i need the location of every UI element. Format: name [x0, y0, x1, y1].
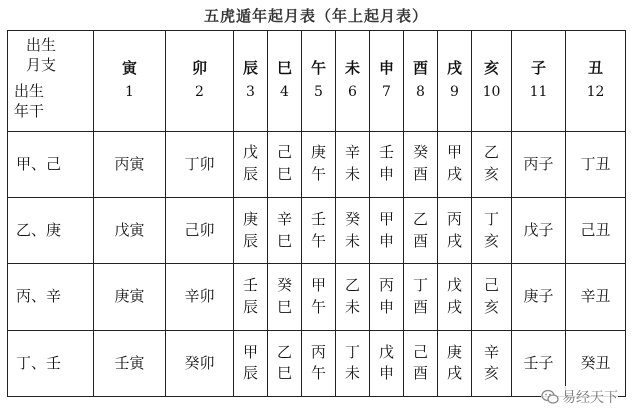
month-branch: 辰: [242, 59, 258, 78]
month-pillar-cell: 乙亥: [472, 131, 512, 197]
month-pillar-cell: 丙子: [512, 131, 566, 197]
month-pillar-cell: 丙申: [370, 264, 404, 330]
month-pillar-cell: 壬申: [370, 131, 404, 197]
month-pillar-cell: 辛亥: [472, 330, 512, 396]
month-branch: 戌: [446, 59, 462, 78]
month-header-3: [234, 31, 268, 132]
month-branch: 申: [378, 59, 394, 78]
month-pillar-cell: 壬子: [512, 330, 566, 396]
month-branch: 寅: [121, 59, 137, 78]
month-pillar-cell: 乙巳: [268, 330, 302, 396]
month-header-1: [94, 31, 166, 132]
month-pillar-cell: 丙寅: [94, 131, 166, 197]
corner-bottom-line: 出生: [14, 82, 45, 100]
month-pillar-cell: 庚午: [302, 131, 336, 197]
month-pillar-cell: 戊申: [370, 330, 404, 396]
month-branch: 亥: [483, 59, 499, 78]
month-pillar-cell: 己巳: [268, 131, 302, 197]
month-pillar-cell: 丁丑: [566, 131, 626, 197]
month-pillar-cell: 辛巳: [268, 197, 302, 263]
month-header-2: [166, 31, 234, 132]
month-pillar-table: [7, 30, 626, 397]
month-pillar-cell: 丁亥: [472, 197, 512, 263]
month-pillar-cell: 己丑: [566, 197, 626, 263]
month-pillar-cell: 癸酉: [404, 131, 438, 197]
month-header-7: [370, 31, 404, 132]
month-number: 1: [125, 84, 134, 101]
month-pillar-cell: 庚辰: [234, 197, 268, 263]
month-pillar-cell: 己酉: [404, 330, 438, 396]
corner-month-branch-label: [26, 35, 56, 76]
month-pillar-cell: 癸丑: [566, 330, 626, 396]
month-pillar-cell: 辛卯: [166, 264, 234, 330]
month-pillar-cell: 癸未: [336, 197, 370, 263]
month-number: 4: [280, 84, 289, 101]
month-pillar-cell: 戊辰: [234, 131, 268, 197]
month-header-10: [472, 31, 512, 132]
month-branch: 巳: [276, 59, 292, 78]
month-pillar-cell: 甲戌: [438, 131, 472, 197]
row-year-stems: 乙、庚: [8, 197, 94, 263]
month-pillar-cell: 乙酉: [404, 197, 438, 263]
month-pillar-cell: 丁酉: [404, 264, 438, 330]
month-pillar-cell: 甲辰: [234, 330, 268, 396]
month-branch: 卯: [191, 59, 207, 78]
month-pillar-cell: 癸卯: [166, 330, 234, 396]
month-header-6: [336, 31, 370, 132]
month-pillar-cell: 壬寅: [94, 330, 166, 396]
month-pillar-cell: 己亥: [472, 264, 512, 330]
month-number: 7: [382, 84, 391, 101]
month-header-11: [512, 31, 566, 132]
month-pillar-cell: 甲申: [370, 197, 404, 263]
month-branch: 未: [344, 59, 360, 78]
month-pillar-cell: 辛未: [336, 131, 370, 197]
month-number: 10: [482, 84, 501, 101]
wechat-watermark: [541, 386, 618, 408]
month-header-12: [566, 31, 626, 132]
month-number: 3: [246, 84, 255, 101]
month-branch: 酉: [412, 59, 428, 78]
month-pillar-cell: 壬辰: [234, 264, 268, 330]
row-year-stems: 丙、辛: [8, 264, 94, 330]
month-pillar-cell: 庚寅: [94, 264, 166, 330]
month-header-9: [438, 31, 472, 132]
row-year-stems: 丁、壬: [8, 330, 94, 396]
table-row: [8, 264, 626, 330]
month-pillar-cell: 戊戌: [438, 264, 472, 330]
month-branch: 午: [310, 59, 326, 78]
header-row: [8, 31, 626, 132]
wechat-icon: [541, 389, 559, 405]
table-title: 五虎遁年起月表（年上起月表）: [203, 7, 428, 25]
month-pillar-cell: 戊寅: [94, 197, 166, 263]
watermark-text: 易经天下: [562, 390, 618, 406]
month-number: 2: [195, 84, 204, 101]
month-pillar-cell: 丁卯: [166, 131, 234, 197]
table-row: [8, 197, 626, 263]
month-number: 6: [348, 84, 357, 101]
month-number: 12: [586, 84, 605, 101]
month-pillar-cell: 庚戌: [438, 330, 472, 396]
month-pillar-cell: 丁未: [336, 330, 370, 396]
month-header-8: [404, 31, 438, 132]
month-pillar-cell: 癸巳: [268, 264, 302, 330]
month-pillar-cell: 戊子: [512, 197, 566, 263]
corner-top-line: 月支: [26, 56, 57, 75]
month-number: 8: [416, 84, 425, 101]
month-pillar-cell: 甲午: [302, 264, 336, 330]
month-branch: 丑: [587, 59, 603, 78]
table-row: [8, 131, 626, 197]
month-branch: 子: [530, 59, 546, 78]
corner-bottom-line: 年干: [14, 102, 45, 121]
month-pillar-cell: 丙午: [302, 330, 336, 396]
table-row: [8, 330, 626, 396]
month-pillar-cell: 丙戌: [438, 197, 472, 263]
corner-year-stem-label: [14, 81, 44, 122]
month-number: 5: [314, 84, 323, 101]
month-pillar-cell: 乙未: [336, 264, 370, 330]
month-pillar-cell: 庚子: [512, 264, 566, 330]
corner-top-line: 出生: [26, 36, 57, 54]
month-header-5: [302, 31, 336, 132]
month-number: 9: [450, 84, 459, 101]
month-header-4: [268, 31, 302, 132]
month-number: 11: [529, 84, 548, 101]
month-pillar-cell: 壬午: [302, 197, 336, 263]
corner-cell: [8, 31, 94, 132]
row-year-stems: 甲、己: [8, 131, 94, 197]
month-pillar-cell: 己卯: [166, 197, 234, 263]
month-pillar-cell: 辛丑: [566, 264, 626, 330]
